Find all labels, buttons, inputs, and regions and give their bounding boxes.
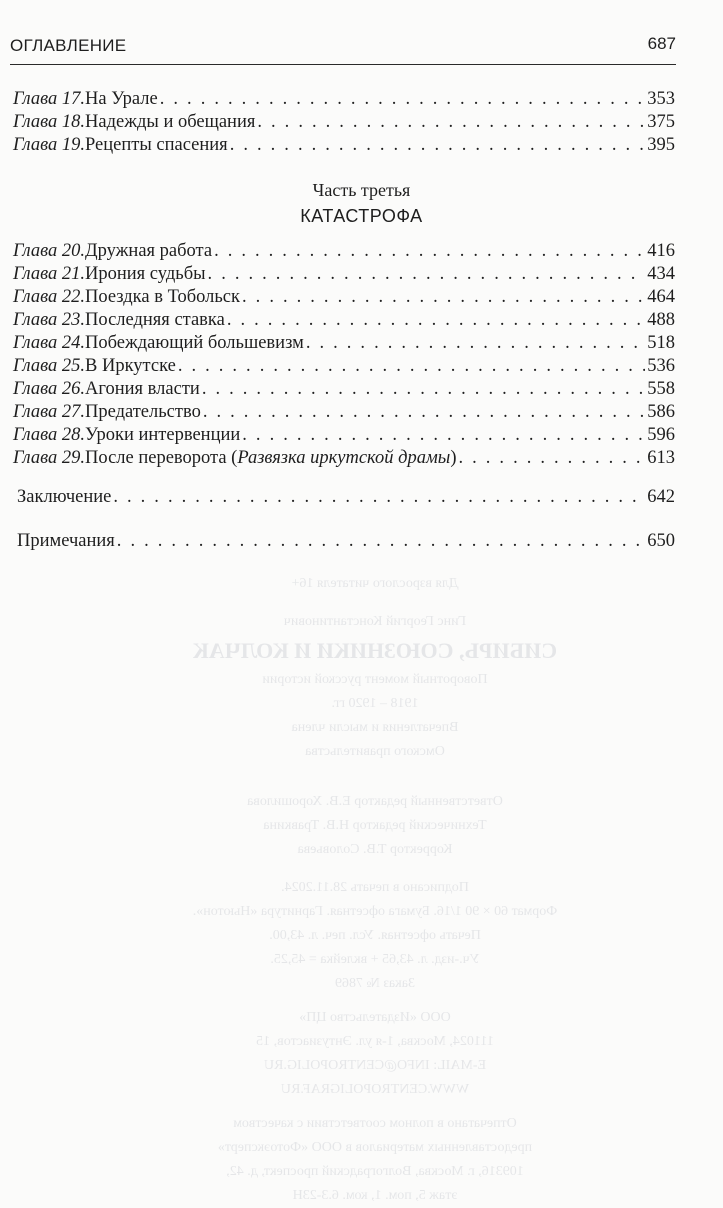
- chapter-title: На Урале: [85, 89, 158, 109]
- toc-entry-26: [13, 378, 675, 400]
- toc-entry-notes: [17, 530, 675, 552]
- chapter-label: Глава 21.: [13, 264, 85, 284]
- bleed-line: Отпечатано в полном соответствии с качеством: [233, 1116, 517, 1131]
- bleed-line: Печать офсетная. Усл. печ. л. 43,00.: [269, 928, 481, 943]
- section-page: 642: [647, 487, 675, 507]
- bleed-line: Корректор Т.В. Соловьева: [297, 842, 453, 857]
- dot-leader: [227, 309, 645, 331]
- bleed-line: Омского правительства: [305, 744, 445, 759]
- chapter-title: Предательство: [85, 402, 201, 422]
- bleed-line: Поворотный момент русской истории: [262, 672, 488, 687]
- chapter-label: Глава 23.: [13, 310, 85, 330]
- bleed-line: WWW.CENTROPOLIGRAF.RU: [280, 1082, 470, 1097]
- bleed-line: СИБИРЬ, СОЮЗНИКИ И КОЛЧАК: [192, 638, 558, 663]
- dot-leader: [257, 111, 645, 133]
- chapter-title: Надежды и обещания: [85, 112, 256, 132]
- chapter-title: В Иркутске: [85, 356, 176, 376]
- chapter-page: 518: [647, 333, 675, 353]
- bleed-line: ООО «Издательство ЦП»: [299, 1010, 451, 1025]
- bleed-line: Гинс Георгий Константинович: [283, 614, 467, 629]
- bleed-line: Уч.-изд. л. 43,65 + вклейка = 45,25.: [270, 952, 480, 967]
- part-heading: Часть третья: [312, 180, 411, 200]
- toc-entry-24: [13, 332, 675, 354]
- dot-leader: [203, 401, 645, 423]
- toc-entry-18: [13, 111, 675, 133]
- chapter-title: Рецепты спасения: [85, 135, 228, 155]
- toc-entry-28: [13, 424, 675, 446]
- running-header: [10, 34, 676, 65]
- section-page: 650: [647, 531, 675, 551]
- bleed-line: этаж 5, пом. 1, ком. 6.3-23Н: [292, 1188, 458, 1203]
- chapter-page: 375: [647, 112, 675, 132]
- chapter-title: Уроки интервенции: [85, 425, 241, 445]
- part-title: КАТАСТРОФА: [300, 206, 423, 226]
- chapter-title: Побеждающий большевизм: [85, 333, 304, 353]
- section-title: Примечания: [17, 531, 115, 551]
- toc-entry-conclusion: [17, 486, 675, 508]
- dot-leader: [306, 332, 645, 354]
- bleed-line: Ответственный редактор Е.В. Хорошилова: [247, 794, 503, 809]
- bleed-line: Технический редактор Н.В. Травкина: [263, 818, 487, 833]
- chapter-page: 536: [647, 356, 675, 376]
- dot-leader: [230, 134, 646, 156]
- toc-entry-19: [13, 134, 675, 156]
- bleed-line: Впечатления и мысли члена: [291, 720, 459, 735]
- chapter-page: 416: [647, 241, 675, 261]
- toc-entry-21: [13, 263, 675, 285]
- bleed-line: предоставленных материалов в ООО «Фотоэксперт»: [217, 1140, 533, 1155]
- dot-leader: [202, 378, 645, 400]
- bleed-line: 109316, г. Москва, Волгоградский проспект, д. 42,: [226, 1164, 524, 1179]
- bleed-line: 111024, Москва, 1-я ул. Энтузиастов, 15: [256, 1034, 494, 1049]
- chapter-page: 353: [647, 89, 675, 109]
- toc-entry-17: [13, 88, 675, 110]
- chapter-page: 586: [647, 402, 675, 422]
- dot-leader: [208, 263, 646, 285]
- chapter-title: Поездка в Тобольск: [85, 287, 241, 307]
- chapter-page: 434: [647, 264, 675, 284]
- toc-entry-25: [13, 355, 675, 377]
- bleed-line: 1918 – 1920 гг.: [331, 696, 419, 711]
- chapter-label: Глава 17.: [13, 89, 85, 109]
- chapter-page: 558: [647, 379, 675, 399]
- chapter-title-text: После переворота (: [85, 448, 238, 468]
- dot-leader: [242, 424, 645, 446]
- toc-entry-22: [13, 286, 675, 308]
- chapter-title: Агония власти: [85, 379, 200, 399]
- toc-entry-23: [13, 309, 675, 331]
- chapter-page: 395: [647, 135, 675, 155]
- bleed-line: Подписано в печать 28.11.2024.: [281, 880, 469, 895]
- chapter-page: 464: [647, 287, 675, 307]
- dot-leader: [458, 447, 645, 469]
- chapter-title: [85, 447, 456, 469]
- chapter-label: Глава 20.: [13, 241, 85, 261]
- dot-leader: [117, 530, 645, 552]
- chapter-title: Дружная работа: [85, 241, 213, 261]
- chapter-label: Глава 26.: [13, 379, 85, 399]
- chapter-page: 488: [647, 310, 675, 330]
- toc-entry-20: [13, 240, 675, 262]
- section-title: Заключение: [17, 487, 112, 507]
- dot-leader: [160, 88, 646, 110]
- chapter-label: Глава 29.: [13, 448, 85, 468]
- chapter-subtitle: Развязка иркутской драмы: [237, 448, 451, 468]
- dot-leader: [178, 355, 645, 377]
- dot-leader: [242, 286, 645, 308]
- chapter-label: Глава 27.: [13, 402, 85, 422]
- chapter-label: Глава 25.: [13, 356, 85, 376]
- chapter-title-end: ): [450, 448, 457, 468]
- chapter-label: Глава 24.: [13, 333, 85, 353]
- header-title: ОГЛАВЛЕНИЕ: [10, 36, 127, 55]
- chapter-label: Глава 18.: [13, 112, 85, 132]
- toc-entry-27: [13, 401, 675, 423]
- bleed-line: E-MAIL: INFO@CENTROPOLIG.RU: [263, 1058, 487, 1073]
- dot-leader: [113, 486, 645, 508]
- bleed-line: Формат 60 × 90 1/16. Бумага офсетная. Гарнитура «Ньютон».: [192, 904, 558, 919]
- dot-leader: [214, 240, 645, 262]
- chapter-page: 596: [647, 425, 675, 445]
- bleed-line: Для взрослого читателя 16+: [291, 576, 459, 591]
- chapter-title: Последняя ставка: [85, 310, 225, 330]
- chapter-page: 613: [647, 448, 675, 468]
- chapter-label: Глава 22.: [13, 287, 85, 307]
- chapter-label: Глава 28.: [13, 425, 85, 445]
- chapter-label: Глава 19.: [13, 135, 85, 155]
- bleed-line: Заказ № 7869: [335, 976, 415, 991]
- page-number: 687: [647, 34, 676, 53]
- bleed-through-text: [150, 572, 600, 1203]
- toc-entry-29: [13, 447, 675, 469]
- chapter-title: Ирония судьбы: [85, 264, 206, 284]
